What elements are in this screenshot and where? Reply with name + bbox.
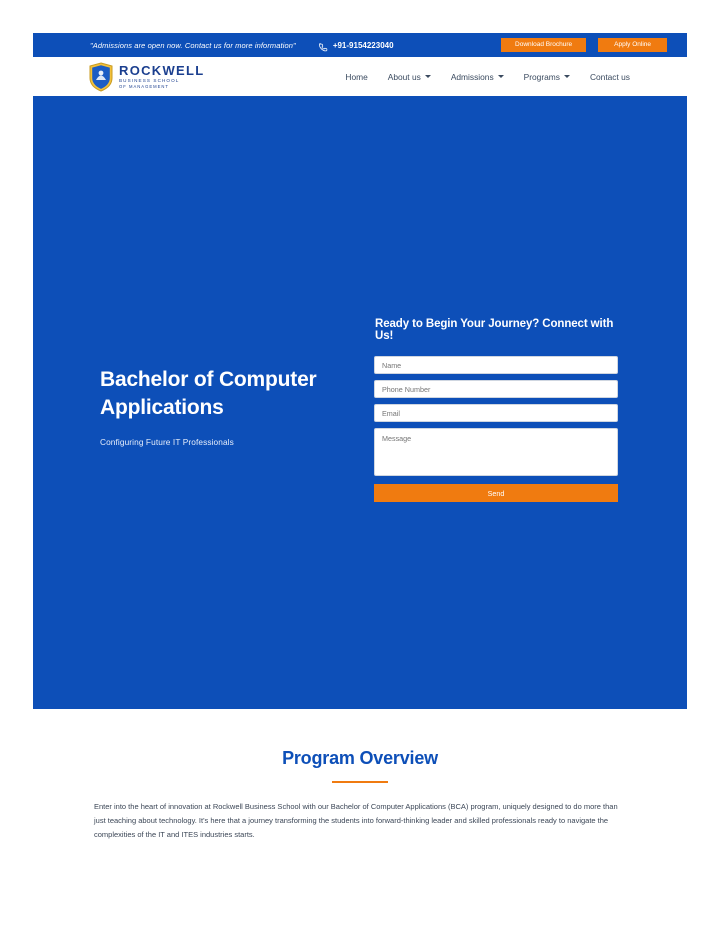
nav-links bbox=[345, 72, 630, 82]
nav-item-admissions[interactable] bbox=[451, 72, 504, 82]
nav-item-home[interactable] bbox=[345, 72, 367, 82]
download-brochure-button[interactable]: Download Brochure bbox=[501, 38, 586, 53]
brand-wordmark bbox=[119, 64, 205, 90]
nav-item-label: Admissions bbox=[450, 71, 494, 82]
phone-input[interactable] bbox=[374, 380, 618, 398]
chevron-down-icon bbox=[564, 75, 570, 78]
nav-item-about-us[interactable] bbox=[388, 72, 431, 82]
hero-subtitle: Configuring Future IT Professionals bbox=[100, 436, 234, 447]
send-button[interactable]: Send bbox=[374, 484, 618, 502]
brand-logo[interactable] bbox=[88, 62, 205, 92]
nav-item-label: About us bbox=[387, 71, 421, 82]
nav-item-label: Contact us bbox=[589, 71, 630, 82]
chevron-down-icon bbox=[425, 75, 431, 78]
announcement-bar bbox=[33, 33, 687, 57]
crest-logo-icon bbox=[88, 62, 114, 92]
phone-icon bbox=[318, 40, 329, 51]
nav-item-label: Home bbox=[345, 71, 368, 82]
phone-number: +91-9154223040 bbox=[332, 40, 394, 50]
name-input[interactable] bbox=[374, 356, 618, 374]
enquiry-form bbox=[374, 318, 620, 502]
section-title: Program Overview bbox=[282, 748, 438, 768]
form-heading: Ready to Begin Your Journey? Connect with Us! bbox=[375, 318, 614, 342]
message-textarea[interactable] bbox=[374, 428, 618, 476]
page-title: Bachelor of Computer Applications bbox=[100, 368, 317, 420]
hero-section bbox=[33, 96, 687, 709]
phone-link[interactable] bbox=[318, 40, 394, 51]
chevron-down-icon bbox=[498, 75, 504, 78]
email-input[interactable] bbox=[374, 404, 618, 422]
topbar-actions bbox=[501, 38, 667, 53]
nav-item-label: Programs bbox=[523, 71, 560, 82]
nav-item-contact-us[interactable] bbox=[590, 72, 630, 82]
main-navbar bbox=[33, 57, 687, 96]
hero-copy bbox=[100, 366, 360, 447]
section-body: Enter into the heart of innovation at Rockwell Business School with our Bachelor of Computer Applications (BCA) program, uniquely designed to do more than just teaching about technology. It's here that a journey transforming the students into forward-thinking leader and skilled professionals ready to navigate the complexities of the IT and ITES industries starts. bbox=[94, 802, 618, 839]
brand-tagline-1: BUSINESS SCHOOL bbox=[119, 78, 180, 84]
brand-name: ROCKWELL bbox=[119, 62, 205, 78]
title-divider bbox=[332, 781, 388, 783]
nav-item-programs[interactable] bbox=[524, 72, 570, 82]
brand-tagline-2: OF MANAGEMENT bbox=[119, 84, 169, 90]
apply-online-button[interactable]: Apply Online bbox=[598, 38, 667, 53]
program-overview-section bbox=[0, 709, 720, 842]
announcement-text: "Admissions are open now. Contact us for more information" bbox=[90, 40, 296, 50]
